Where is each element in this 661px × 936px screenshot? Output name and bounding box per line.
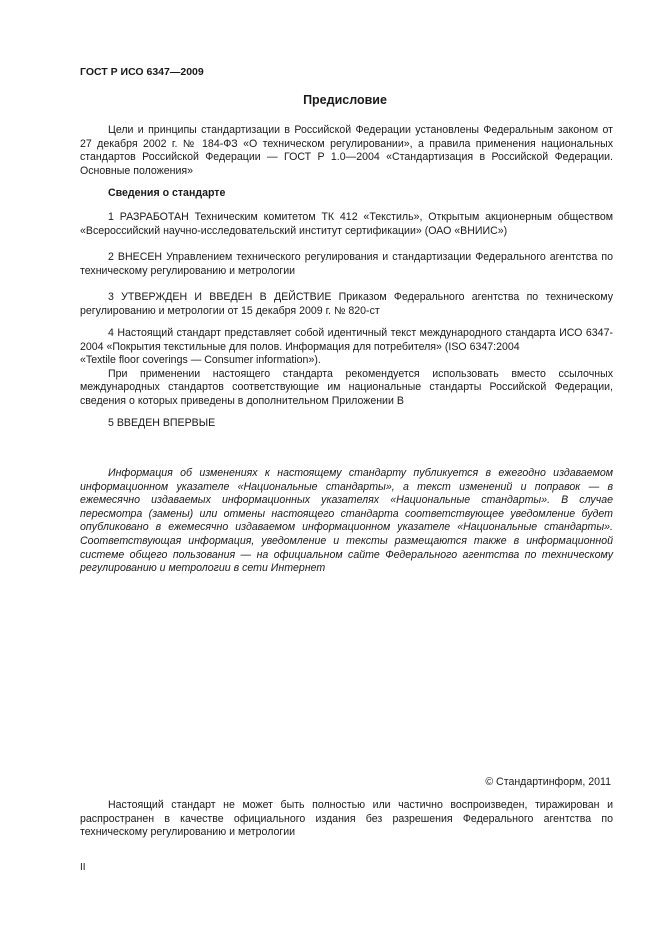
item-3-text: 3 УТВЕРЖДЕН И ВВЕДЕН В ДЕЙСТВИЕ Приказом Федерального агентства по техническому регулированию и метрологии от 15 декабря 2009 г. № 820-ст: [80, 291, 613, 317]
info-notice: [80, 467, 613, 576]
item-4-note: При применении настоящего стандарта рекомендуется использовать вместо ссылочных международных стандартов соответствующие им национальные стандарты Российской Федерации, сведения о которых приведены в дополнительном Приложении В: [80, 367, 613, 407]
intro-text: Цели и принципы стандартизации в Российской Федерации установлены Федеральным законом от 27 декабря 2002 г. № 184-ФЗ «О техническом регулировании», а правила применения национальных стандартов Российской Федерации — ГОСТ Р 1.0—2004 «Стандартизация в Российской Федерации. Основные положения»: [80, 124, 613, 177]
reproduction-notice: [80, 799, 613, 840]
item-4: [80, 327, 613, 409]
intro-paragraph: [80, 124, 613, 178]
page-title: Предисловие: [303, 93, 387, 107]
document-id-header: ГОСТ Р ИСО 6347—2009: [80, 66, 204, 78]
copyright: © Стандартинформ, 2011: [485, 776, 611, 788]
item-1: [80, 211, 613, 238]
item-2: [80, 251, 613, 278]
section-heading-block: [80, 187, 613, 201]
item-2-text: 2 ВНЕСЕН Управлением технического регулирования и стандартизации Федерального агентства по техническому регулированию и метрологии: [80, 251, 613, 277]
section-heading: Сведения о стандарте: [108, 187, 226, 199]
item-4-line2: «Textile floor coverings — Consumer information»).: [80, 354, 321, 367]
page-number: II: [80, 862, 86, 873]
item-3: [80, 291, 613, 318]
item-1-text: 1 РАЗРАБОТАН Техническим комитетом ТК 412 «Текстиль», Открытым акционерным обществом «Всероссийский научно-исследовательский институт сертификации» (ОАО «ВНИИС»): [80, 211, 613, 237]
reproduction-notice-text: Настоящий стандарт не может быть полностью или частично воспроизведен, тиражирован и распространен в качестве официального издания без разрешения Федерального агентства по техническому регулированию и метрологии: [80, 799, 613, 839]
item-5: [80, 417, 613, 431]
item-4-line1: 4 Настоящий стандарт представляет собой идентичный текст международного стандарта ИСО 6347-2004 «Покрытия текстильные для полов. Информация для потребителя» (ISO 6347:2004: [80, 327, 613, 353]
info-notice-text: Информация об изменениях к настоящему стандарту публикуется в ежегодно издаваемом информационном указателе «Национальные стандарты», а текст изменений и поправок — в ежемесячно издаваемых информационных указателях «Национальные стандарты». В случае пересмотра (замены) или отмены настоящего стандарта соответствующее уведомление будет опубликовано в ежемесячно издаваемом информационном указателе «Национальные стандарты». Соответствующая информация, уведомление и тексты размещаются также в информационной системе общего пользования — на официальном сайте Федерального агентства по техническому регулированию и метрологии в сети Интернет: [80, 467, 613, 575]
item-5-text: 5 ВВЕДЕН ВПЕРВЫЕ: [108, 417, 216, 429]
